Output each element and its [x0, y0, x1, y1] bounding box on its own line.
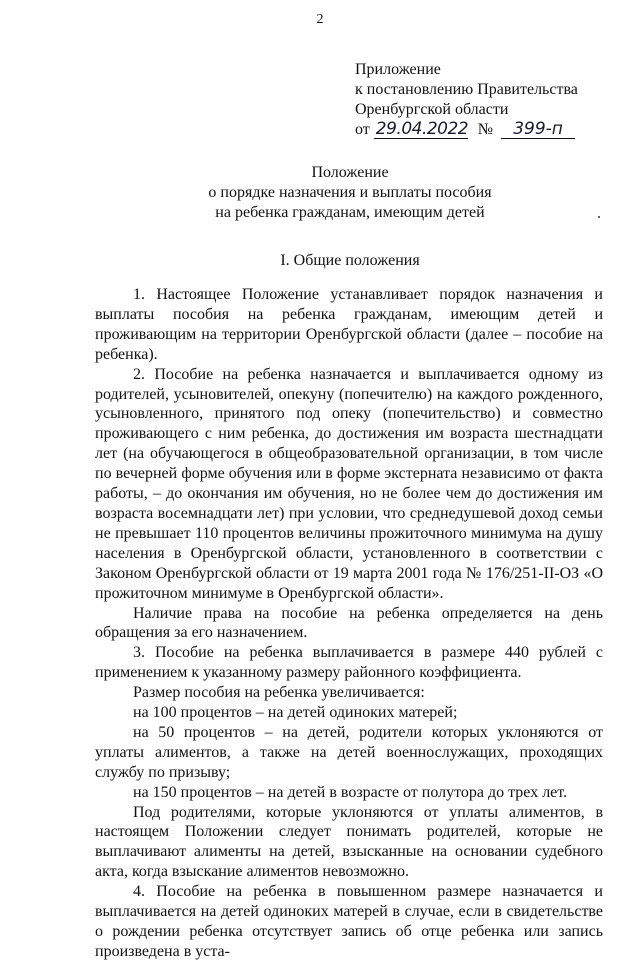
stray-dot — [598, 216, 600, 218]
paragraph: на 50 процентов – на детей, родители которых уклоняются от уплаты алиментов, а также на детей военнослужащих, проходящих службу по призыву; — [95, 723, 603, 781]
paragraph: 4. Пособие на ребенка в повышенном размере назначается и выплачивается на детей одиноких матерей в случае, если в свидетельстве о рождении ребенка отсутствует запись об отце ребенка или запись произведена в уста- — [95, 883, 603, 960]
approval-line-3: Оренбургской области — [355, 101, 509, 118]
number-label: № — [477, 121, 494, 138]
approval-line-2: к постановлению Правительства — [355, 81, 578, 98]
paragraph: Наличие права на пособие на ребенка определяется на день обращения за его назначением. — [95, 604, 603, 642]
page-number: 2 — [316, 12, 324, 27]
approval-block — [355, 60, 625, 140]
paragraph: 2. Пособие на ребенка назначается и выплачивается одному из родителей, усыновителей, опекуну (попечителю) на каждого рожденного, усыновленного, принятого под опеку (попечительство) и совместно проживающего с ним ребенка, до достижения им возраста шестнадцати лет (на обучающегося в общеобразовательной организации, в том числе по вечерней форме обучения или в форме экстерната независимо от факта работы, – до окончания им обучения, но не более чем до достижения им возраста восемнадцати лет) при условии, что среднедушевой доход семьи не превышает 110 процентов величины прожиточного минимума на душу населения в Оренбургской области, установленного в соответствии с Законом Оренбургской области от 19 марта 2001 года № 176/251-II-ОЗ «О прожиточном минимуме в Оренбургской области». — [95, 365, 603, 602]
section-heading: I. Общие положения — [280, 252, 420, 269]
date-prefix: от — [355, 121, 370, 138]
paragraph: на 150 процентов – на детей в возрасте от полутора до трех лет. — [133, 783, 568, 801]
body-text — [95, 285, 603, 962]
title-line-3: на ребенка гражданам, имеющим детей — [215, 204, 485, 221]
document-title — [0, 163, 640, 223]
paragraph: 1. Настоящее Положение устанавливает порядок назначения и выплаты пособия на ребенка гражданам, имеющим детей и проживающим на территории Оренбургской области (далее – пособие на ребенка). — [95, 286, 603, 363]
paragraph: на 100 процентов – на детей одиноких матерей; — [133, 704, 458, 722]
approval-date-line — [355, 120, 625, 140]
approval-line-1: Приложение — [355, 61, 441, 78]
title-line-1: Положение — [311, 164, 389, 181]
handwritten-number: 399-п — [501, 120, 575, 139]
title-line-2: о порядке назначения и выплаты пособия — [208, 184, 492, 201]
paragraph: Под родителями, которые уклоняются от уплаты алиментов, в настоящем Положении следует понимать родителей, которые не выплачивают алименты на детей, взысканные на основании судебного акта, когда взыскание алиментов невозможно. — [95, 803, 603, 881]
handwritten-date: 29.04.2022 — [375, 119, 469, 139]
paragraph: 3. Пособие на ребенка выплачивается в размере 440 рублей с применением к указанному размеру районного коэффициента. — [95, 644, 603, 682]
paragraph: Размер пособия на ребенка увеличивается: — [133, 684, 425, 702]
